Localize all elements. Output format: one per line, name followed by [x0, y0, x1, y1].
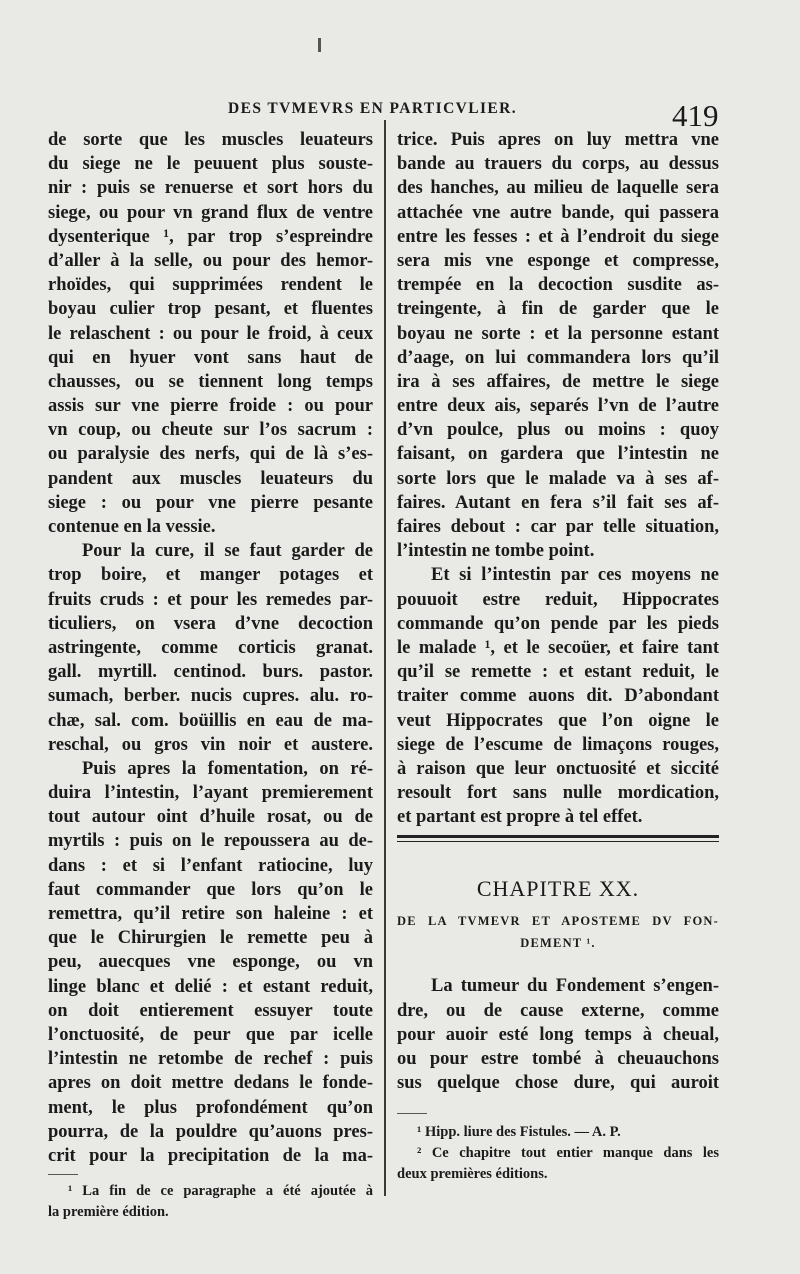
footnote-line: deux premières éditions.	[397, 1166, 548, 1183]
text-line: faut commander que lors qu’on le	[48, 879, 373, 900]
text-line: boyau culier trop pesant, et fluentes	[48, 299, 373, 320]
text-line: du siege ne le peuuent plus souste-	[48, 154, 373, 175]
left-column	[48, 128, 373, 1223]
text-line: veut Hippocrates que l’on oigne le	[397, 710, 719, 731]
chapter-subtitle-line1: DE LA TVMEVR ET APOSTEME DV FON-	[397, 914, 719, 929]
text-line: commande qu’on pende par les pieds	[397, 613, 719, 634]
text-line: entre les fesses : et à l’endroit du siege	[397, 226, 719, 247]
text-line: d’aage, on lui commandera lors qu’il	[397, 347, 719, 368]
text-line: traiter comme auons dit. D’abondant	[397, 686, 719, 707]
text-line: ou pour estre tombé à cheuauchons	[397, 1049, 719, 1069]
text-line: gall. myrtill. centinod. burs. pastor.	[48, 662, 373, 683]
right-body-text	[397, 128, 719, 829]
text-line: à raison que leur onctuosité et siccité	[397, 758, 719, 779]
chapter-body-text	[397, 974, 719, 1095]
text-line: dysenterique ¹, par trop s’espreindre	[48, 226, 373, 247]
text-line: peu, auecques vne esponge, ou vn	[48, 952, 373, 973]
footnote-line: ¹ Hipp. liure des Fistules. — A. P.	[417, 1124, 621, 1141]
print-mark	[318, 38, 321, 52]
text-line: l’intestin ne tombe point.	[397, 541, 595, 562]
text-line: pourra, de la pouldre qu’auons pres-	[48, 1121, 373, 1142]
text-line: l’intestin ne retombe de rechef : puis	[48, 1049, 373, 1070]
text-line: dre, ou de cause externe, comme	[397, 1000, 719, 1021]
text-line: siege : ou pour vne pierre pesante	[48, 492, 373, 513]
text-line: fruits cruds : et pour les remedes par-	[48, 589, 373, 610]
text-line: que le Chirurgien le remette peu à	[48, 928, 373, 949]
text-line: et partant est propre à tel effet.	[397, 807, 643, 828]
text-line: nir : puis se renuerse et sort hors du	[48, 178, 373, 199]
text-line: qu’il se remette : et estant reduit, le	[397, 662, 719, 683]
text-line: pandent aux muscles leuateurs du	[48, 468, 373, 489]
text-line: vn coup, ou cheute sur l’os sacrum :	[48, 420, 373, 441]
footnote-line: ² Ce chapitre tout entier manque dans les	[417, 1145, 719, 1162]
text-line: sumach, berber. nucis cupres. alu. ro-	[48, 686, 373, 707]
chapter-subtitle-line2: DEMENT ¹.	[520, 936, 596, 951]
running-header: DES TVMEVRS EN PARTICVLIER.	[228, 100, 518, 117]
text-line: pour auoir esté long temps à cheual,	[397, 1024, 719, 1045]
text-line: apres on doit mettre dedans le fonde-	[48, 1073, 373, 1094]
left-footnotes	[48, 1181, 373, 1223]
text-line: de sorte que les muscles leuateurs	[48, 130, 373, 150]
left-body-text	[48, 128, 373, 1168]
footnote-rule	[48, 1174, 78, 1175]
text-line: ira à ses affaires, de mettre le siege	[397, 371, 719, 392]
text-line: chæ, sal. com. boüillis en eau de ma-	[48, 710, 373, 731]
text-line: le malade ¹, et le secoüer, et faire tant	[397, 637, 719, 658]
text-line: attachée vne autre bande, qui passera	[397, 202, 719, 223]
text-line: rhoïdes, qui supprimées rendent le	[48, 275, 373, 296]
text-line: qui en hyuer vont sans haut de	[48, 347, 373, 368]
text-line: Et si l’intestin par ces moyens ne	[431, 565, 719, 586]
text-line: ticuliers, on vsera d’vne decoction	[48, 613, 373, 634]
text-line: assis sur vne pierre froide : ou pour	[48, 396, 373, 417]
text-line: trempée en la decoction susdite as-	[397, 275, 719, 296]
text-line: l’onctuosité, de peur que par icelle	[48, 1024, 373, 1045]
column-divider	[384, 120, 386, 1196]
text-line: linge blanc et delié : et estant reduit,	[48, 976, 373, 997]
footnote-line: la première édition.	[48, 1204, 169, 1221]
text-line: Pour la cure, il se faut garder de	[82, 541, 373, 562]
text-line: le relaschent : ou pour le froid, à ceux	[48, 323, 373, 344]
text-line: faires debout : car par telle situation,	[397, 517, 719, 537]
text-line: boyau ne sorte : et la personne estant	[397, 323, 719, 344]
text-line: d’aller à la selle, ou pour des hemor-	[48, 250, 373, 271]
section-rule-thick	[397, 835, 719, 838]
text-line: astringente, comme corticis granat.	[48, 637, 373, 658]
text-line: myrtils : puis on le repoussera au de-	[48, 831, 373, 852]
section-rule-thin	[397, 841, 719, 842]
text-line: trice. Puis apres on luy mettra vne	[397, 130, 719, 150]
text-line: pouuoit estre reduit, Hippocrates	[397, 589, 719, 610]
footnote-line: ¹ La fin de ce paragraphe a été ajoutée à	[68, 1183, 373, 1200]
footnote-rule	[397, 1113, 427, 1114]
text-line: ment, le plus profondément qu’on	[48, 1097, 373, 1118]
text-line: tout autour oint d’huile rosat, ou de	[48, 807, 373, 828]
text-line: entre deux ais, separés l’vn de l’autre	[397, 396, 719, 417]
text-line: dans : et si l’enfant ratiocine, luy	[48, 855, 373, 876]
text-line: sus quelque chose dure, qui auroit	[397, 1073, 719, 1094]
text-line: trop boire, et manger potages et	[48, 565, 373, 586]
text-line: d’vn poulce, plus ou moins : quoy	[397, 420, 719, 441]
text-line: siege de l’escume de limaçons rouges,	[397, 734, 719, 755]
text-line: on doit entierement essuyer toute	[48, 1000, 373, 1021]
text-line: bande au trauers du corps, au dessus	[397, 154, 719, 175]
text-line: des hanches, au milieu de laquelle sera	[397, 178, 719, 199]
text-line: chausses, ou se tiennent long temps	[48, 371, 373, 392]
page-number: 419	[672, 98, 719, 133]
text-line: sera mis vne esponge et compresse,	[397, 250, 719, 271]
chapter-title: CHAPITRE XX.	[476, 876, 640, 902]
text-line: duira l’intestin, l’ayant premierement	[48, 783, 373, 804]
text-line: Puis apres la fomentation, on ré-	[82, 758, 373, 779]
text-line: resoult fort sans nulle mordication,	[397, 783, 719, 804]
right-footnotes	[397, 1122, 719, 1185]
text-line: La tumeur du Fondement s’engen-	[431, 976, 719, 997]
right-column	[397, 128, 719, 1185]
text-line: treingente, à fin de garder que le	[397, 299, 719, 320]
text-line: crit pour la precipitation de la ma-	[48, 1145, 373, 1166]
text-line: faires. Autant en fera s’il fait ses af-	[397, 492, 719, 513]
text-line: faisant, on gardera que l’intestin ne	[397, 444, 719, 465]
text-line: remettra, qu’il retire son haleine : et	[48, 904, 373, 924]
text-line: sorte lors que le malade va à ses af-	[397, 468, 719, 489]
text-line: siege, ou pour vn grand flux de ventre	[48, 202, 373, 223]
text-line: ou paralysie des nerfs, qui de là s’es-	[48, 444, 373, 465]
text-line: contenue en la vessie.	[48, 517, 216, 537]
text-line: reschal, ou gros vin noir et austere.	[48, 734, 373, 755]
